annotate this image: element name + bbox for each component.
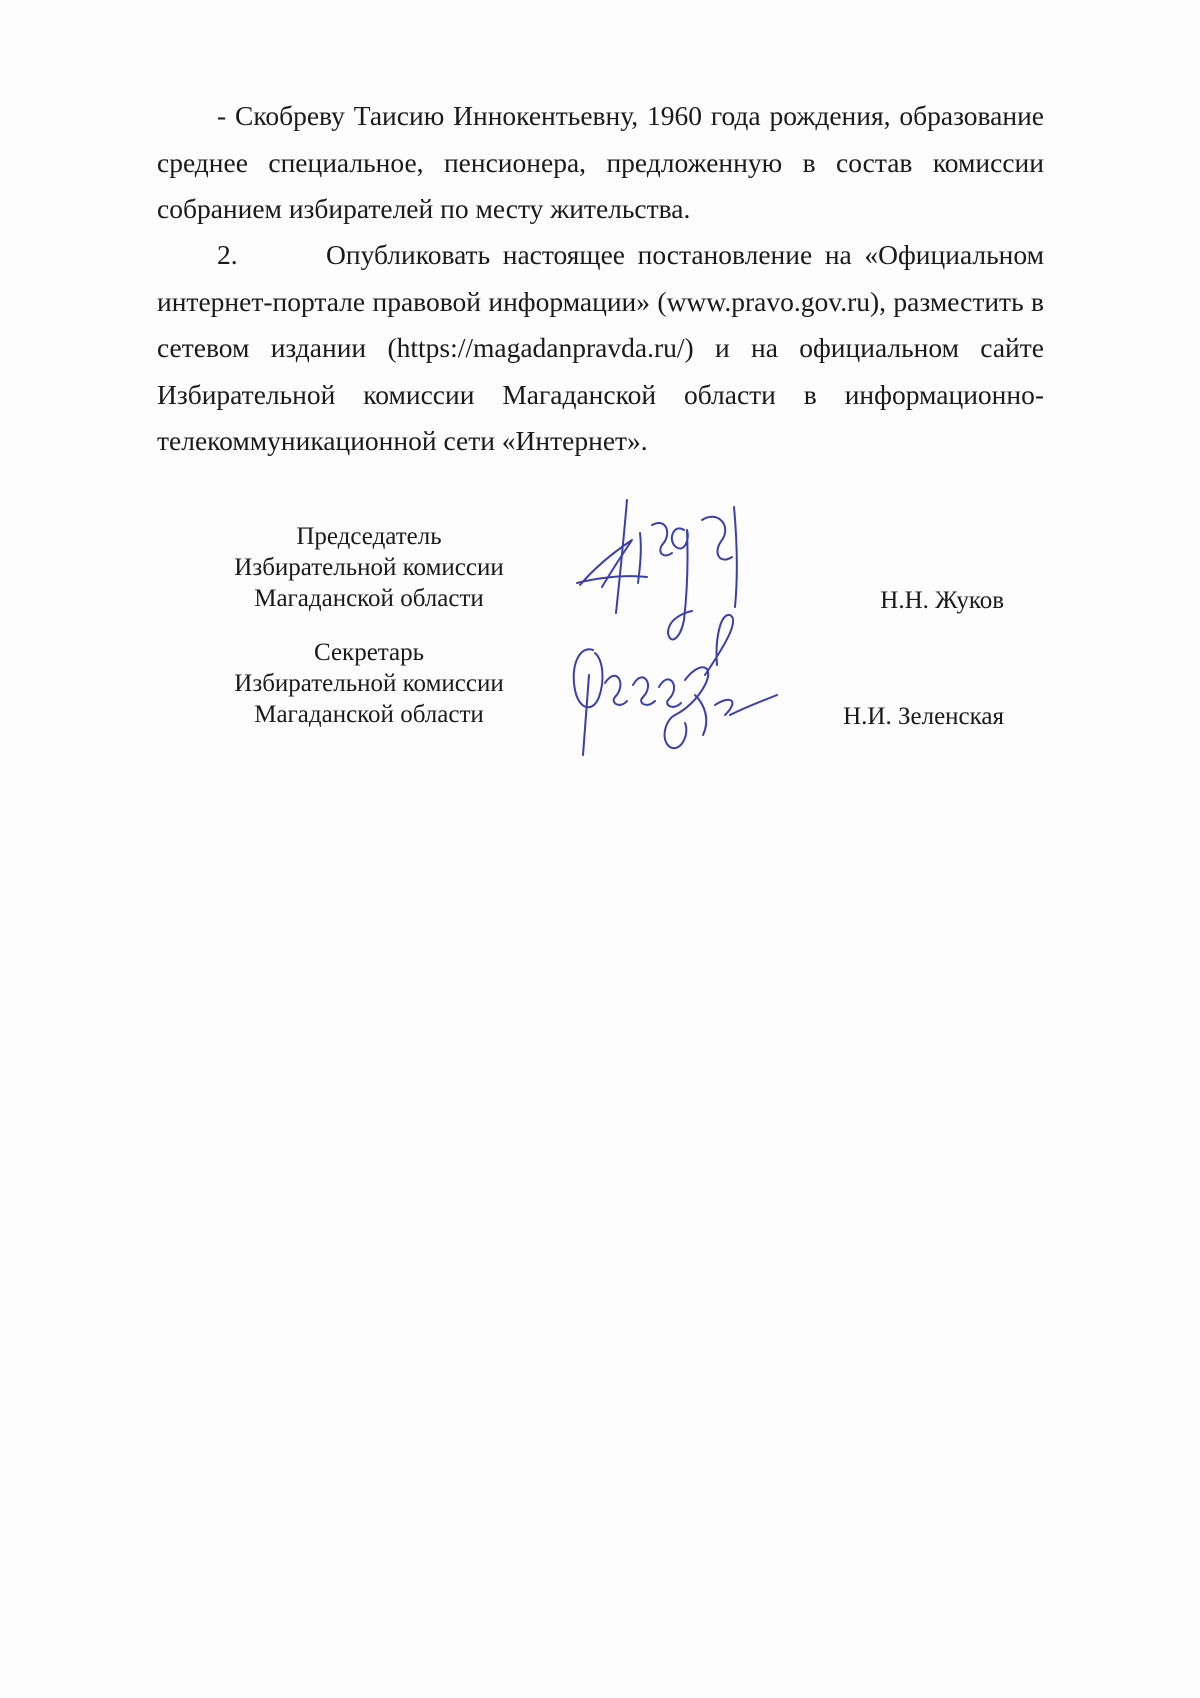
secretary-title-line-1: Секретарь [313,639,425,666]
secretary-signature-image [565,605,780,760]
secretary-title-line-3: Магаданской области [254,701,484,728]
chair-title-line-1: Председатель [296,523,442,550]
paragraph-2-number: 2. [217,239,238,270]
paragraph-1-text: - Скобреву Таисию Иннокентьевну, 1960 года рождения, образование среднее специальное, пенсионера, предложенную в состав комиссии собранием избирателей по месту жительства. [157,100,1044,224]
paragraph-member-entry [157,93,1044,233]
secretary-title-line-2: Избирательной комиссии [234,670,504,697]
secretary-name: Н.И. Зеленская [843,703,1004,730]
chair-title-block [189,521,549,614]
paragraph-2-text: Опубликовать настоящее постановление на «Официальном интернет-портале правовой информации» (www.pravo.gov.ru), разместить в сетевом издании (https://magadanpravda.ru/) и на официальном сайте Избирательной комиссии Магаданской области в информационно-телекоммуникационной сети «Интернет». [157,239,1045,456]
chair-name: Н.Н. Жуков [880,587,1004,614]
chair-title-line-2: Избирательной комиссии [234,554,504,581]
chair-title-line-3: Магаданской области [254,585,484,612]
paragraph-publication [157,232,1044,465]
secretary-title-block [189,637,549,730]
